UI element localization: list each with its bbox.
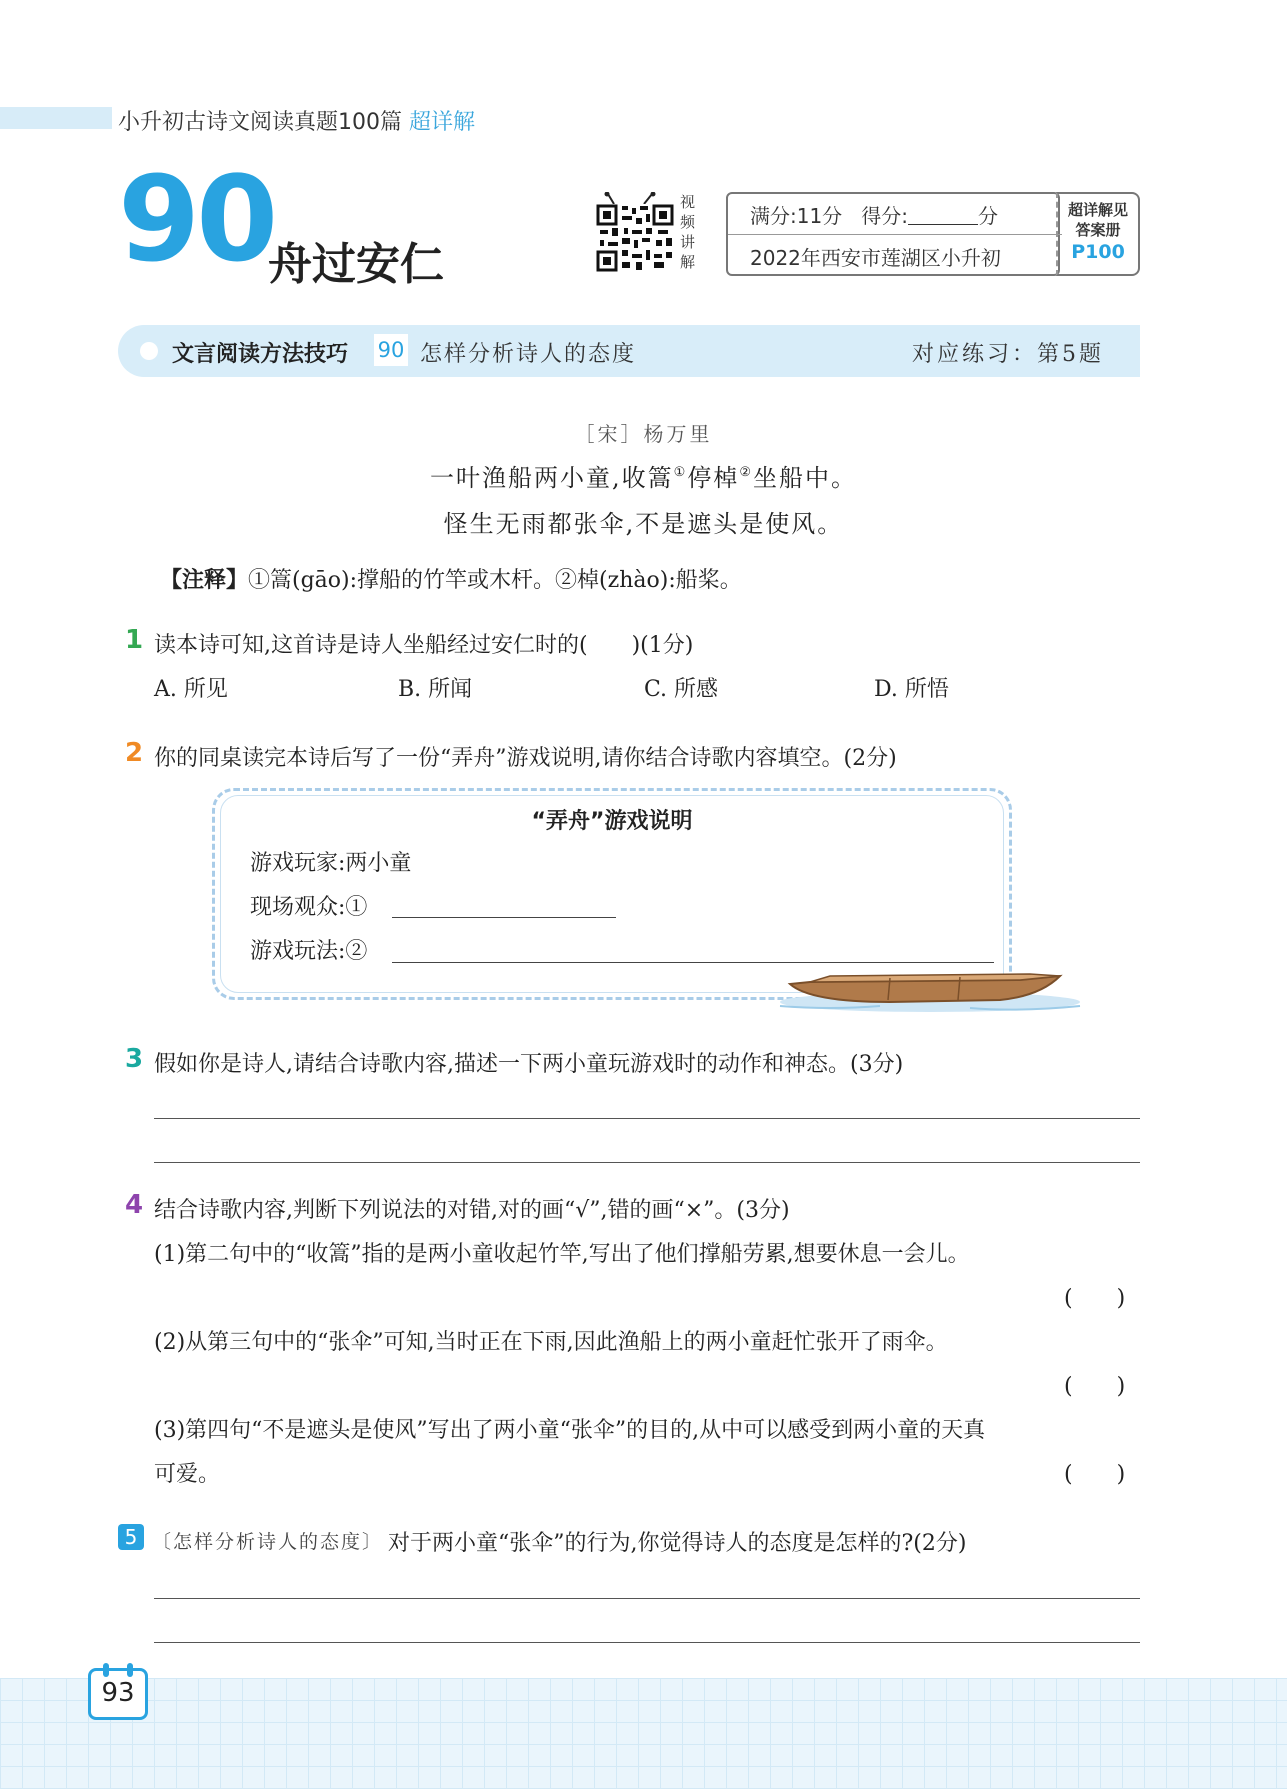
score-box bbox=[726, 192, 1060, 276]
option-c[interactable]: C. 所感 bbox=[644, 677, 719, 702]
game-players: 游戏玩家:两小童 bbox=[250, 851, 412, 876]
option-d[interactable]: D. 所悟 bbox=[874, 677, 949, 702]
poem-line-2: 怪生无雨都张伞,不是遮头是使风。 bbox=[443, 510, 844, 538]
game-rules: 游戏玩法:② bbox=[250, 939, 368, 964]
question-4-number: 4 bbox=[125, 1190, 144, 1220]
lesson-title: 舟过安仁 bbox=[268, 239, 444, 290]
question-5-number: 5 bbox=[118, 1524, 144, 1550]
page-number: 93 bbox=[101, 1678, 135, 1708]
statement-1: (1)第二句中的“收篙”指的是两小童收起竹竿,写出了他们撑船劳累,想要休息一会儿。 bbox=[154, 1242, 970, 1267]
option-b[interactable]: B. 所闻 bbox=[398, 677, 473, 702]
judgement-blank-3[interactable]: ( ) bbox=[1064, 1462, 1126, 1487]
banner-label: 文言阅读方法技巧 bbox=[172, 342, 349, 367]
question-2-number: 2 bbox=[125, 738, 144, 768]
judgement-blank-2[interactable]: ( ) bbox=[1064, 1374, 1126, 1399]
question-1-number: 1 bbox=[125, 625, 144, 655]
answer-line[interactable] bbox=[154, 1598, 1140, 1599]
option-a[interactable]: A. 所见 bbox=[154, 677, 228, 702]
header-accent-bar bbox=[0, 107, 112, 129]
score-blank[interactable] bbox=[908, 207, 978, 225]
page-number-badge bbox=[88, 1668, 148, 1720]
boat-icon bbox=[770, 950, 1088, 1016]
audience-blank[interactable] bbox=[392, 917, 616, 918]
statement-2: (2)从第三句中的“张伞”可知,当时正在下雨,因此渔船上的两小童赶忙张开了雨伞。 bbox=[154, 1330, 948, 1355]
game-audience: 现场观众:① bbox=[250, 895, 368, 920]
poem-notes: 【注释】①篙(gāo):撑船的竹竿或木杆。②棹(zhào):船桨。 bbox=[160, 568, 742, 593]
judgement-blank-1[interactable]: ( ) bbox=[1064, 1286, 1126, 1311]
exam-source: 2022年西安市莲湖区小升初 bbox=[750, 246, 1001, 270]
banner-topic: 怎样分析诗人的态度 bbox=[420, 342, 637, 367]
qr-code-icon[interactable] bbox=[596, 192, 674, 272]
statement-3-continued: 可爱。 bbox=[154, 1462, 221, 1487]
poem-author: ［宋］杨万里 bbox=[574, 422, 713, 446]
poem-line-1: 一叶渔船两小童,收篙①停棹②坐船中。 bbox=[430, 464, 857, 492]
lesson-number: 90 bbox=[118, 150, 275, 288]
book-title: 小升初古诗文阅读真题100篇 超详解 bbox=[118, 110, 476, 135]
banner-dot bbox=[140, 342, 158, 360]
question-2-text: 你的同桌读完本诗后写了一份“弄舟”游戏说明,请你结合诗歌内容填空。(2分) bbox=[154, 746, 897, 771]
question-5-text: 对于两小童“张伞”的行为,你觉得诗人的态度是怎样的?(2分) bbox=[388, 1531, 967, 1556]
answer-line[interactable] bbox=[154, 1642, 1140, 1643]
question-5-method-tag: 〔怎样分析诗人的态度〕 bbox=[152, 1531, 384, 1553]
game-card-title: “弄舟”游戏说明 bbox=[531, 809, 693, 834]
answer-line[interactable] bbox=[154, 1162, 1140, 1163]
score-row: 满分:11分 得分: 分 bbox=[750, 204, 999, 228]
banner-number: 90 bbox=[374, 334, 408, 366]
qr-label: 视 频 讲 解 bbox=[680, 193, 696, 271]
question-3-number: 3 bbox=[125, 1044, 144, 1074]
question-1-text: 读本诗可知,这首诗是诗人坐船经过安仁时的( )(1分) bbox=[154, 633, 694, 658]
answer-reference: 超详解见 答案册 P100 bbox=[1056, 192, 1140, 276]
practice-reference: 对应练习：第5题 bbox=[912, 342, 1104, 367]
footer-grid bbox=[0, 1678, 1287, 1789]
statement-3: (3)第四句“不是遮头是使风”写出了两小童“张伞”的目的,从中可以感受到两小童的天真 bbox=[154, 1418, 986, 1443]
question-4-text: 结合诗歌内容,判断下列说法的对错,对的画“√”,错的画“×”。(3分) bbox=[154, 1198, 790, 1223]
question-3-text: 假如你是诗人,请结合诗歌内容,描述一下两小童玩游戏时的动作和神态。(3分) bbox=[154, 1052, 904, 1077]
answer-line[interactable] bbox=[154, 1118, 1140, 1119]
